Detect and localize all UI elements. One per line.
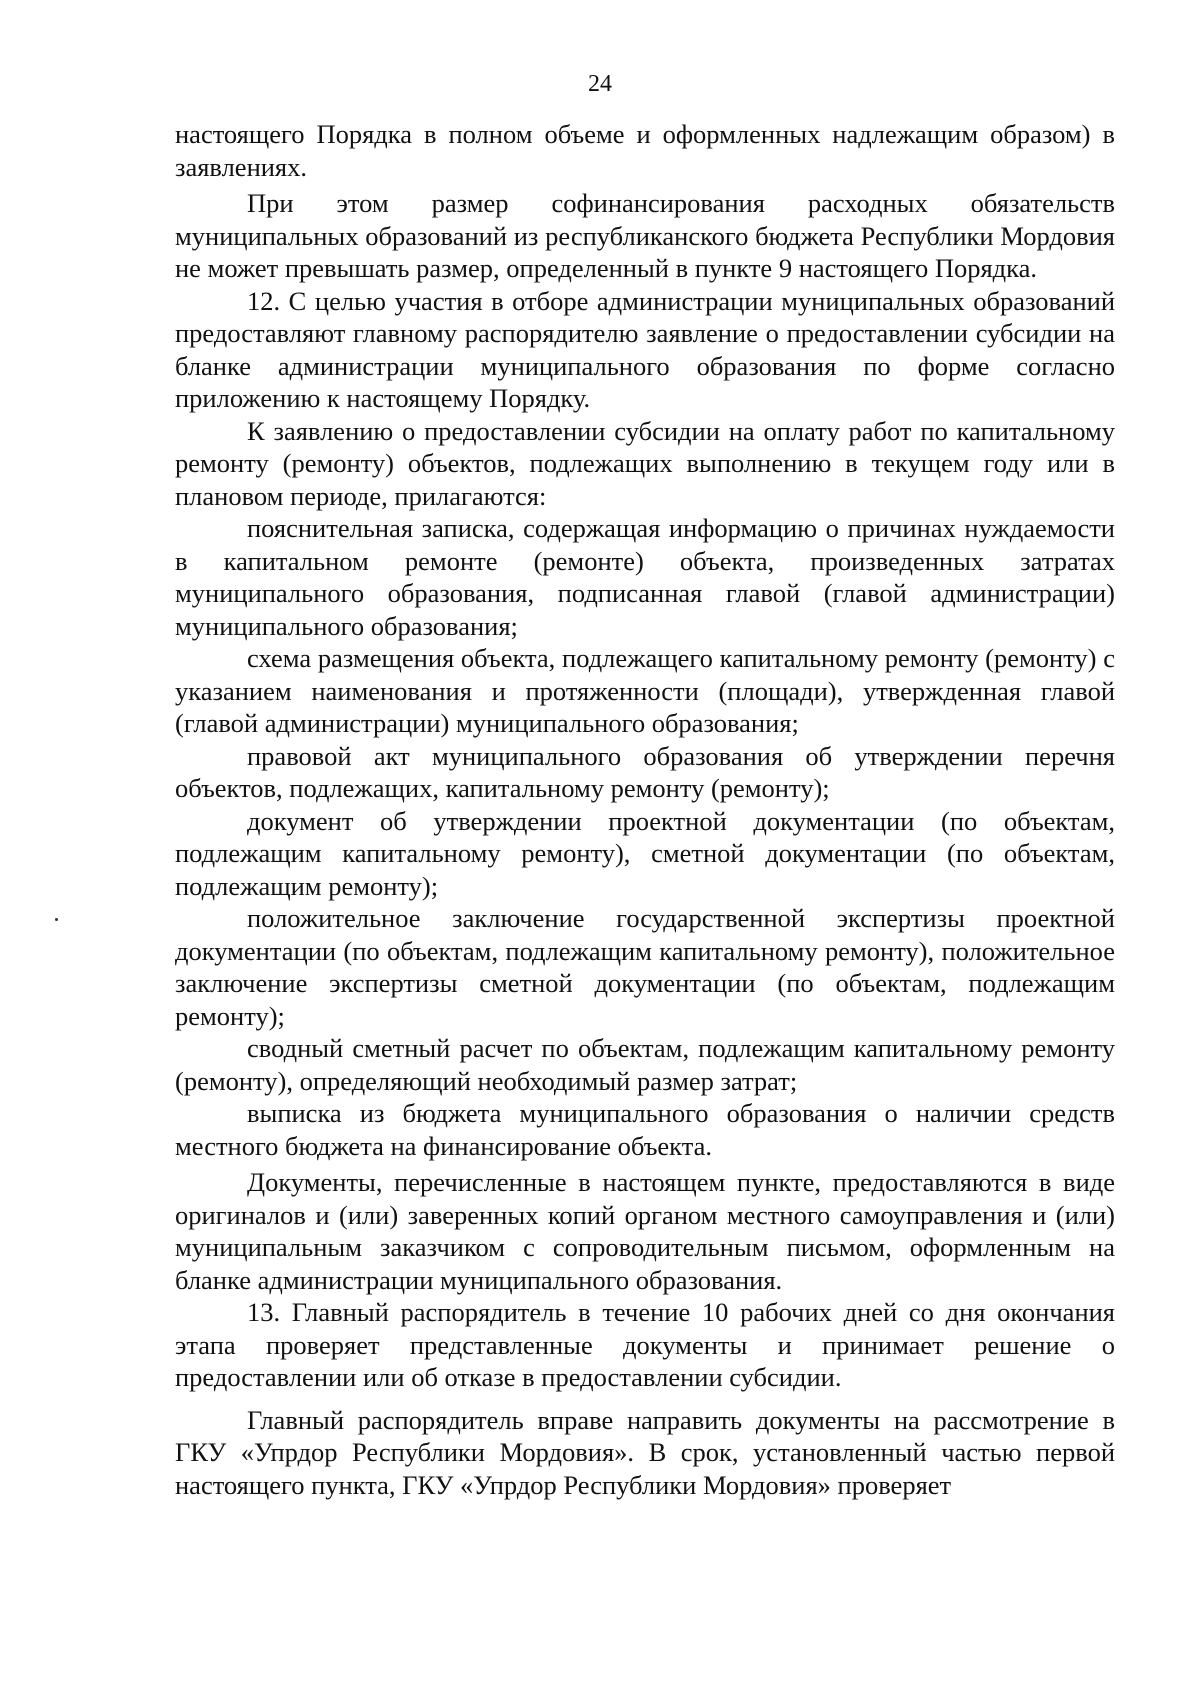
paragraph-legal-act: правовой акт муниципального образования об утверждении перечня объектов, подлежащих, капитальному ремонту (ремонту); [175,740,1115,803]
paragraph-expertise-conclusion: положительное заключение государственной экспертизы проектной документации (по объектам, подлежащим капитальному ремонту), положительное заключение экспертизы сметной документации (по объектам, подлежащим ремонту); [175,903,1115,1031]
scan-speck [55,918,58,921]
paragraph-object-scheme: схема размещения объекта, подлежащего капитальному ремонту (ремонту) с указанием наименования и протяженности (площади), утвержденная главой (главой администрации) муниципального образования; [175,643,1115,738]
paragraph-attachments-intro: К заявлению о предоставлении субсидии на оплату работ по капитальному ремонту (ремонту) объектов, подлежащих выполнению в текущем году или в плановом периоде, прилагаются: [175,415,1115,511]
paragraph-explanatory-note: пояснительная записка, содержащая информацию о причинах нуждаемости в капитальном ремонте (ремонте) объекта, произведенных затратах муниципального образования, подписанная главой (главой администрации) муниципального образования; [175,513,1115,641]
paragraph-document-submission: Документы, перечисленные в настоящем пункте, предоставляются в виде оригиналов и (или) заверенных копий органом местного самоуправления и (или) муниципальным заказчиком с сопроводительным письмом, оформленным на бланке администрации муниципального образования. [175,1167,1115,1295]
document-body [175,118,1115,1501]
paragraph-item-13: 13. Главный распорядитель в течение 10 рабочих дней со дня окончания этапа проверяет представленные документы и принимает решение о предоставлении или об отказе в предоставлении субсидии. [175,1297,1115,1392]
page-number: 24 [588,71,612,97]
paragraph-budget-extract: выписка из бюджета муниципального образования о наличии средств местного бюджета на финансирование объекта. [175,1098,1115,1161]
paragraph-design-documentation: документ об утверждении проектной документации (по объектам, подлежащим капитальному ремонту), сметной документации (по объектам, подлежащим ремонту); [175,805,1115,901]
paragraph-cofinancing-limit: При этом размер софинансирования расходных обязательств муниципальных образований из республиканского бюджета Республики Мордовия не может превышать размер, определенный в пункте 9 настоящего Порядка. [175,188,1115,283]
paragraph-review-referral: Главный распорядитель вправе направить документы на рассмотрение в ГКУ «Упрдор Республики Мордовия». В срок, установленный частью первой настоящего пункта, ГКУ «Упрдор Республики Мордовия» проверяет [175,1404,1115,1500]
paragraph-item-12: 12. С целью участия в отборе администрации муниципальных образований предоставляют главному распорядителю заявление о предоставлении субсидии на бланке администрации муниципального образования по форме согласно приложению к настоящему Порядку. [175,285,1115,413]
paragraph-continuation: настоящего Порядка в полном объеме и оформленных надлежащим образом) в заявлениях. [175,119,1115,182]
paragraph-summary-estimate: сводный сметный расчет по объектам, подлежащим капитальному ремонту (ремонту), определяющий необходимый размер затрат; [175,1033,1115,1096]
